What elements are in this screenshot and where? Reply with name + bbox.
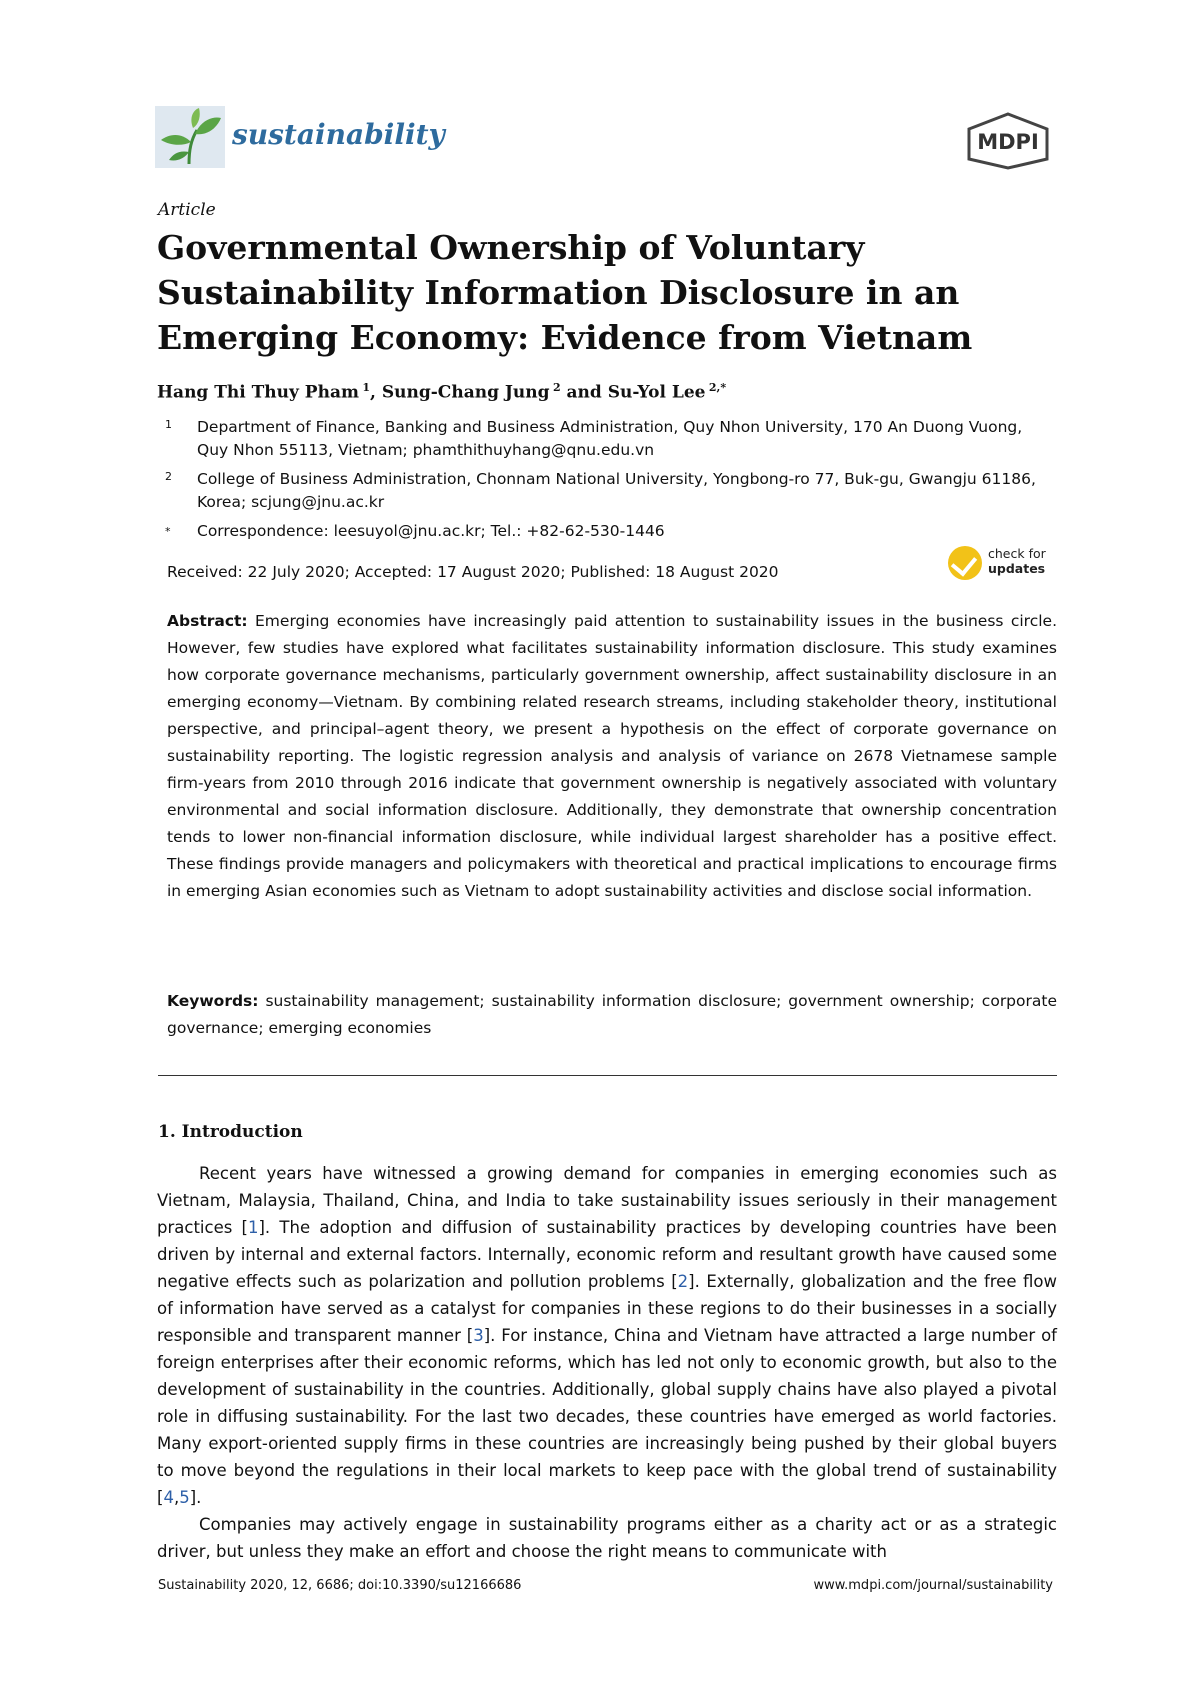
check-badge-line1: check for (988, 546, 1046, 561)
mdpi-logo (965, 112, 1051, 170)
article-title: Governmental Ownership of Voluntary Sustainability Information Disclosure in an Emerging Economy: Evidence from Vietnam (157, 228, 973, 357)
footer-url[interactable]: www.mdpi.com/journal/sustainability (813, 1578, 1053, 1593)
publication-dates: Received: 22 July 2020; Accepted: 17 August 2020; Published: 18 August 2020 (167, 563, 779, 581)
leaf-icon (155, 106, 225, 168)
author-affiliation-mark: 1 (362, 381, 371, 394)
keywords-label: Keywords: (167, 992, 259, 1010)
abstract (167, 608, 1057, 905)
author-list: Hang Thi Thuy Pham $^1$, Sung-Chang Jung $^2$ and Su-Yol Lee $^{2,*}$ (157, 381, 727, 403)
affiliation-text: Department of Finance, Banking and Business Administration, Quy Nhon University, 170 An Duong Vuong, Quy Nhon 55113, Vietnam; phamthithuyhang@qnu.edu.vn (197, 418, 1023, 459)
author-name: Sung-Chang Jung (381, 382, 550, 403)
abstract-text: Emerging economies have increasingly paid attention to sustainability issues in the business circle. However, few studies have explored what facilitates sustainability information disclosure. This study examines how corporate governance mechanisms, particularly government ownership, affect sustainability disclosure in an emerging economy—Vietnam. By combining related research streams, including stakeholder theory, institutional perspective, and principal–agent theory, we present a hypothesis on the effect of corporate governance on sustainability reporting. The logistic regression analysis and analysis of variance on 2678 Vietnamese sample firm-years from 2010 through 2016 indicate that government ownership is negatively associated with voluntary environmental and social information disclosure. Additionally, they demonstrate that ownership concentration tends to lower non-financial information disclosure, while individual largest shareholder has a positive effect. These findings provide managers and policymakers with theoretical and practical implications to encourage firms in emerging Asian economies such as Vietnam to adopt sustainability activities and disclose social information. (167, 612, 1057, 900)
citation-link[interactable]: 4 (163, 1488, 174, 1507)
affiliation-marker: * (165, 525, 171, 538)
article-type: Article (158, 200, 216, 220)
check-icon (948, 546, 982, 580)
affiliation-marker: 2 (165, 470, 172, 483)
section-heading: 1. Introduction (158, 1122, 303, 1142)
author-affiliation-mark: 2 (552, 381, 561, 394)
citation-link[interactable]: 5 (179, 1488, 190, 1507)
keywords (167, 988, 1057, 1042)
svg-text:MDPI: MDPI (977, 130, 1039, 154)
correspondence-text: Correspondence: leesuyol@jnu.ac.kr; Tel.: +82-62-530-1446 (197, 522, 665, 540)
citation-link[interactable]: 2 (677, 1272, 689, 1291)
author-name: Hang Thi Thuy Pham (157, 382, 359, 403)
citation-link[interactable]: 1 (248, 1218, 259, 1237)
journal-name: sustainability (232, 118, 445, 151)
affiliation-marker: 1 (165, 418, 172, 431)
journal-logo (155, 106, 225, 168)
abstract-label: Abstract: (167, 612, 248, 630)
affiliation-text: College of Business Administration, Chonnam National University, Yongbong-ro 77, Buk-gu, Gwangju 61186, Korea; scjung@jnu.ac.kr (197, 470, 1036, 511)
section-divider (158, 1075, 1057, 1076)
check-badge-line2: updates (988, 561, 1046, 576)
introduction-body (157, 1160, 1057, 1565)
paragraph: Recent years have witnessed a growing demand for companies in emerging economies such as Vietnam, Malaysia, Thailand, China, and India to take sustainability issues seriously in their management practices [1]. The adoption and diffusion of sustainability practices by developing countries have been driven by internal and external factors. Internally, economic reform and resultant growth have caused some negative effects such as polarization and pollution problems [2]. Externally, globalization and the free flow of information have served as a catalyst for companies in these regions to do their businesses in a socially responsible and transparent manner [3]. For instance, China and Vietnam have attracted a large number of foreign enterprises after their economic reforms, which has led not only to economic growth, but also to the development of sustainability in the countries. Additionally, global supply chains have also played a pivotal role in diffusing sustainability. For the last two decades, these countries have emerged as world factories. Many export-oriented supply firms in these countries are increasingly being pushed by their global buyers to move beyond the regulations in their local markets to keep pace with the global trend of sustainability [4,5]. (157, 1164, 1058, 1507)
check-for-updates-badge[interactable] (948, 546, 1068, 582)
keywords-text: sustainability management; sustainability information disclosure; government ownership; corporate governance; emerging economies (167, 992, 1057, 1037)
author-affiliation-mark: 2,* (708, 381, 727, 394)
footer-citation: Sustainability 2020, 12, 6686; doi:10.3390/su12166686 (158, 1578, 522, 1593)
paragraph: Companies may actively engage in sustainability programs either as a charity act or as a strategic driver, but unless they make an effort and choose the right means to communicate with (157, 1515, 1057, 1561)
citation-link[interactable]: 3 (473, 1326, 484, 1345)
author-name: Su-Yol Lee (607, 382, 706, 403)
